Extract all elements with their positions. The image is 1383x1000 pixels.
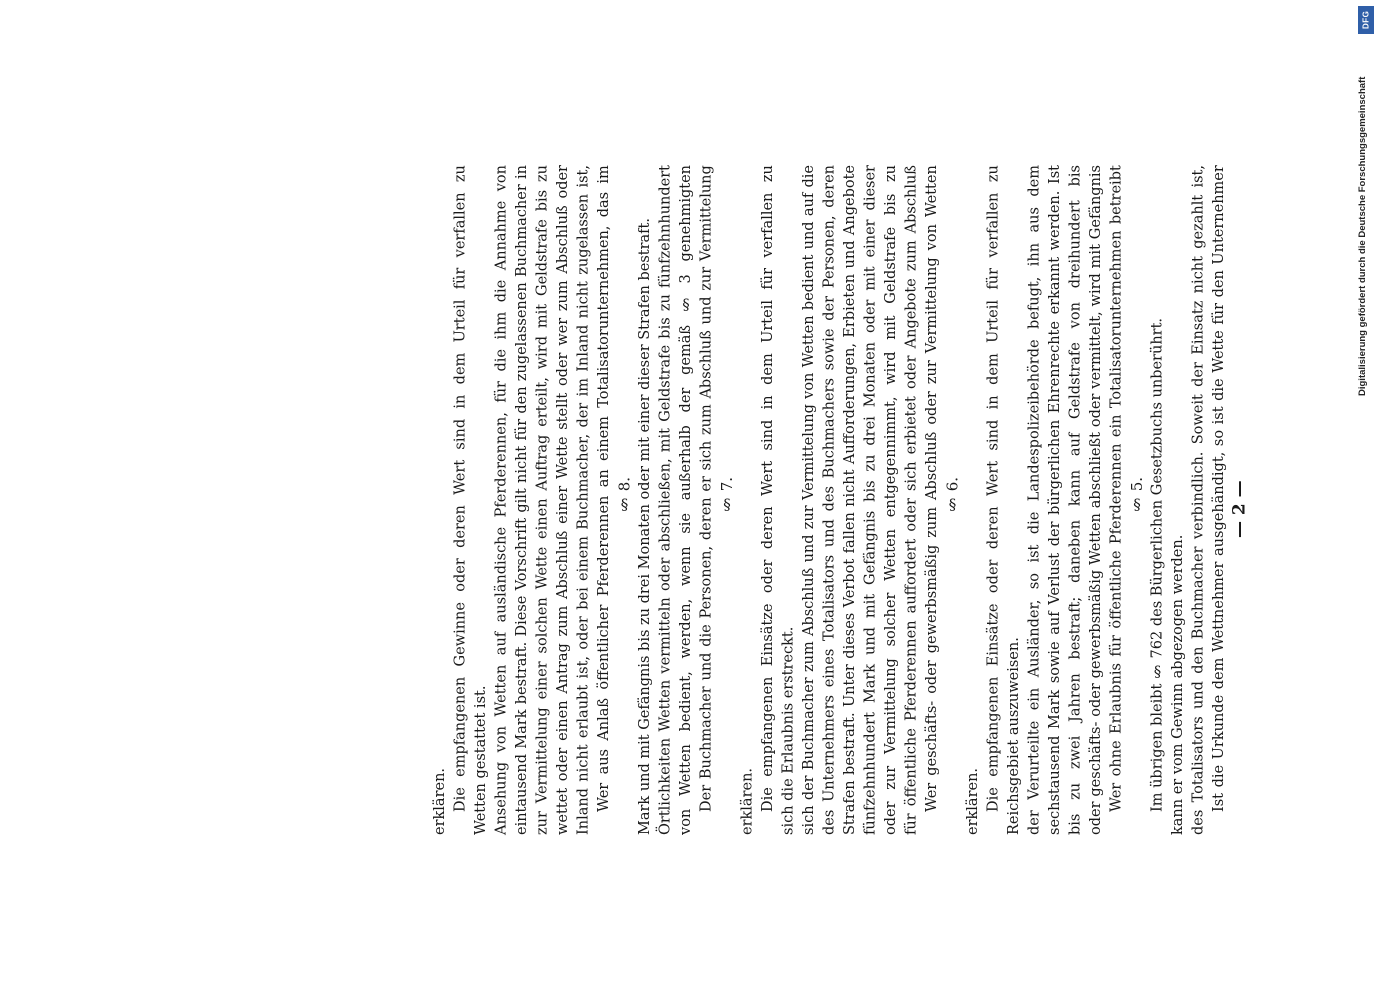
section-5-paragraph-2: Die empfangenen Einsätze oder deren Wert sind in dem Urteil für verfallen zu erklären. (965, 165, 1002, 835)
section-heading-7: § 7. (718, 476, 736, 514)
section-heading-8: § 8. (615, 476, 634, 514)
section-8-paragraph-2: Die empfangenen Gewinne oder deren Wert sind in dem Urteil für verfallen zu erklären. (432, 165, 469, 835)
section-heading-6: § 6. (943, 476, 962, 514)
dfg-logo: DFG (1358, 6, 1374, 34)
section-6-paragraph-1: Wer geschäfts- oder gewerbsmäßig zum Abschluß oder zur Vermittelung von Wetten für öffentliche Pferderennen auffordert oder sich erbietet oder Angebote zum Abschluß oder zur Vermittelung solcher Wetten entgegennimmt, wird mit Geldstrafe bis zu fünfzehnhundert Mark und mit Gefängnis bis zu drei Monaten oder mit einer dieser Strafen bestraft. Unter dieses Verbot fallen nicht Aufforderungen, Erbieten und Angebote des Unternehmers eines Totalisators und des Buchmachers sowie der Personen, deren sich der Buchmacher zum Abschluß und zur Vermittelung von Wetten bedient und auf die sich die Erlaubnis erstreckt. (780, 165, 940, 835)
section-heading-5: § 5. (1128, 476, 1146, 514)
dfg-funding-note: Digitalisierung gefördert durch die Deutsche Forschungsgemeinschaft (1357, 76, 1368, 396)
section-6-paragraph-2: Die empfangenen Einsätze oder deren Wert sind in dem Urteil für verfallen zu erklären. (739, 165, 776, 835)
section-8-paragraph-1: Wer aus Anlaß öffentlicher Pferderennen an einem Totalisatorunternehmen, das im Inland nicht erlaubt ist, oder bei einem Buchmacher, der im Inland nicht zugelassen ist, wettet oder einen Antrag zum Abschluß einer Wette stellt oder wer zum Abschluß oder zur Vermittelung einer solchen Wette einen Auftrag erteilt, wird mit Geldstrafe bis zu eintausend Mark bestraft. Diese Vorschrift gilt nicht für den zugelassenen Buchmacher in Ansehung von Wetten auf ausländische Pferderennen, für die ihm die Annahme von Wetten gestattet ist. (473, 165, 612, 835)
section-5-paragraph-1: Wer ohne Erlaubnis für öffentliche Pferderennen ein Totalisatorunternehmen betreibt oder geschäfts- oder gewerbsmäßig Wetten abschließt oder vermittelt, wird mit Gefängnis bis zu zwei Jahren bestraft; daneben kann auf Geldstrafe von dreihundert bis sechstausend Mark sowie auf Verlust der bürgerlichen Ehrenrechte erkannt werden. Ist der Verurteilte ein Ausländer, so ist die Landespolizeibehörde befugt, ihn aus dem Reichsgebiet auszuweisen. (1006, 165, 1125, 835)
rotated-document-page (150, 165, 1250, 835)
section-7-paragraph-1: Der Buchmacher und die Personen, deren er sich zum Abschluß und zur Vermittelung von Wetten bedient, werden, wenn sie außerhalb der gemäß § 3 genehmigten Örtlichkeiten Wetten vermitteln oder abschließen, mit Geldstrafe bis zu fünfzehnhundert Mark und mit Gefängnis bis zu drei Monaten oder mit einer dieser Strafen bestraft. (637, 165, 715, 835)
page-number: — 2 — (1229, 480, 1250, 538)
dfg-watermark (1353, 6, 1377, 406)
intro-paragraph-1: Ist die Urkunde dem Wettnehmer ausgehändigt, so ist die Wette für den Unternehmer des Totalisators und den Buchmacher verbindlich. Soweit der Einsatz nicht gezahlt ist, kann er vom Gewinn abgezogen werden. (1170, 165, 1227, 835)
intro-paragraph-2: Im übrigen bleibt § 762 des Bürgerlichen Gesetzbuchs unberührt. (1149, 317, 1166, 812)
